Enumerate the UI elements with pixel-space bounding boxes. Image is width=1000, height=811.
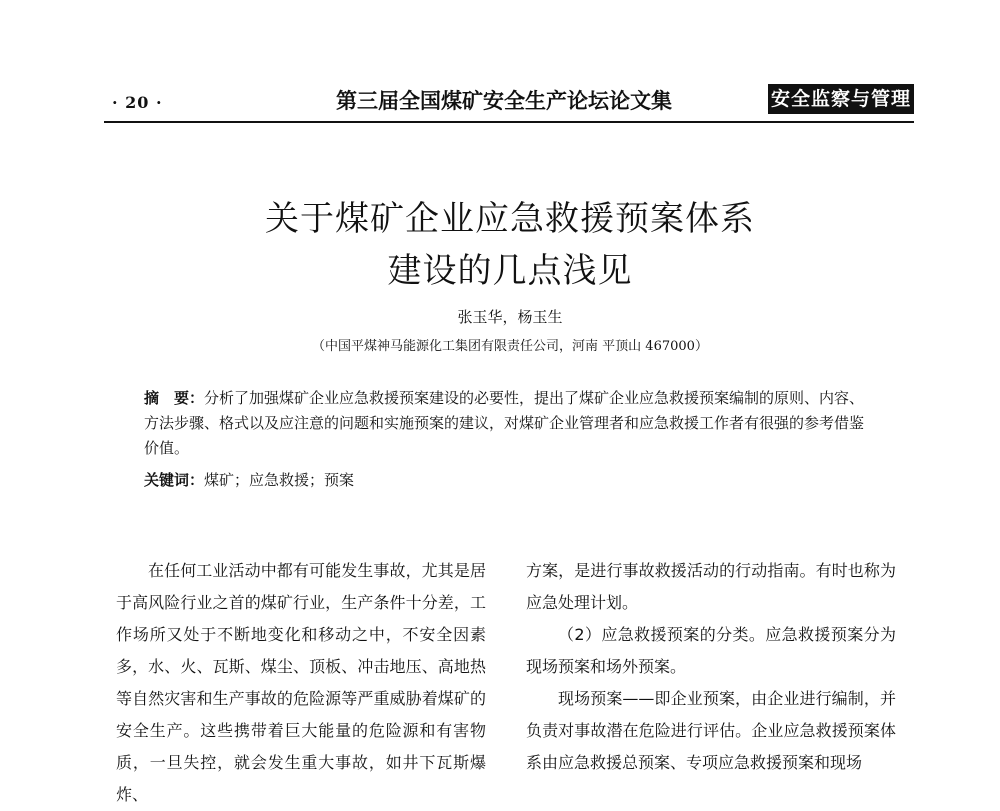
keywords-text: 煤矿；应急救援；预案 [204, 471, 355, 489]
body-left-column [116, 555, 486, 811]
keywords-label: 关键词： [144, 471, 205, 489]
keywords [144, 468, 874, 493]
paper-title-line-1: 关于煤矿企业应急救援预案体系 [265, 198, 755, 239]
paper-title [100, 193, 920, 297]
running-title: 第三届全国煤矿安全生产论坛论文集 [336, 89, 672, 113]
abstract-label: 摘 要： [144, 389, 205, 407]
body-paragraph-continuation: 方案，是进行事故救援活动的行动指南。有时也称为应急处理计划。 [526, 561, 896, 612]
abstract [144, 386, 874, 461]
body-paragraph: （2）应急救援预案的分类。应急救援预案分为现场预案和场外预案。 [526, 625, 896, 676]
affiliation: （中国平煤神马能源化工集团有限责任公司，河南 平顶山 467000） [312, 339, 708, 354]
body-paragraph: 在任何工业活动中都有可能发生事故，尤其是居于高风险行业之首的煤矿行业，生产条件十分差，工作场所又处于不断地变化和移动之中，不安全因素多，水、火、瓦斯、煤尘、顶板、冲击地压、高地热等自然灾害和生产事故的危险源等严重威胁着煤矿的安全生产。这些携带着巨大能量的危险源和有害物质，一旦失控，就会发生重大事故，如井下瓦斯爆炸、 [116, 561, 486, 804]
body-right-column [526, 555, 896, 779]
paper-title-line-2: 建设的几点浅见 [387, 250, 633, 291]
body-paragraph: 现场预案——即企业预案，由企业进行编制，并负责对事故潜在危险进行评估。企业应急救援预案体系由应急救援总预案、专项应急救援预案和现场 [526, 689, 896, 772]
page-number: · 20 · [112, 93, 163, 112]
header-rule [104, 121, 914, 123]
authors: 张玉华，杨玉生 [457, 308, 563, 326]
abstract-text: 分析了加强煤矿企业应急救援预案建设的必要性，提出了煤矿企业应急救援预案编制的原则、内容、方法步骤、格式以及应注意的问题和实施预案的建议，对煤矿企业管理者和应急救援工作者有很强的参考借鉴价值。 [144, 389, 865, 457]
section-badge: 安全监察与管理 [768, 84, 914, 114]
